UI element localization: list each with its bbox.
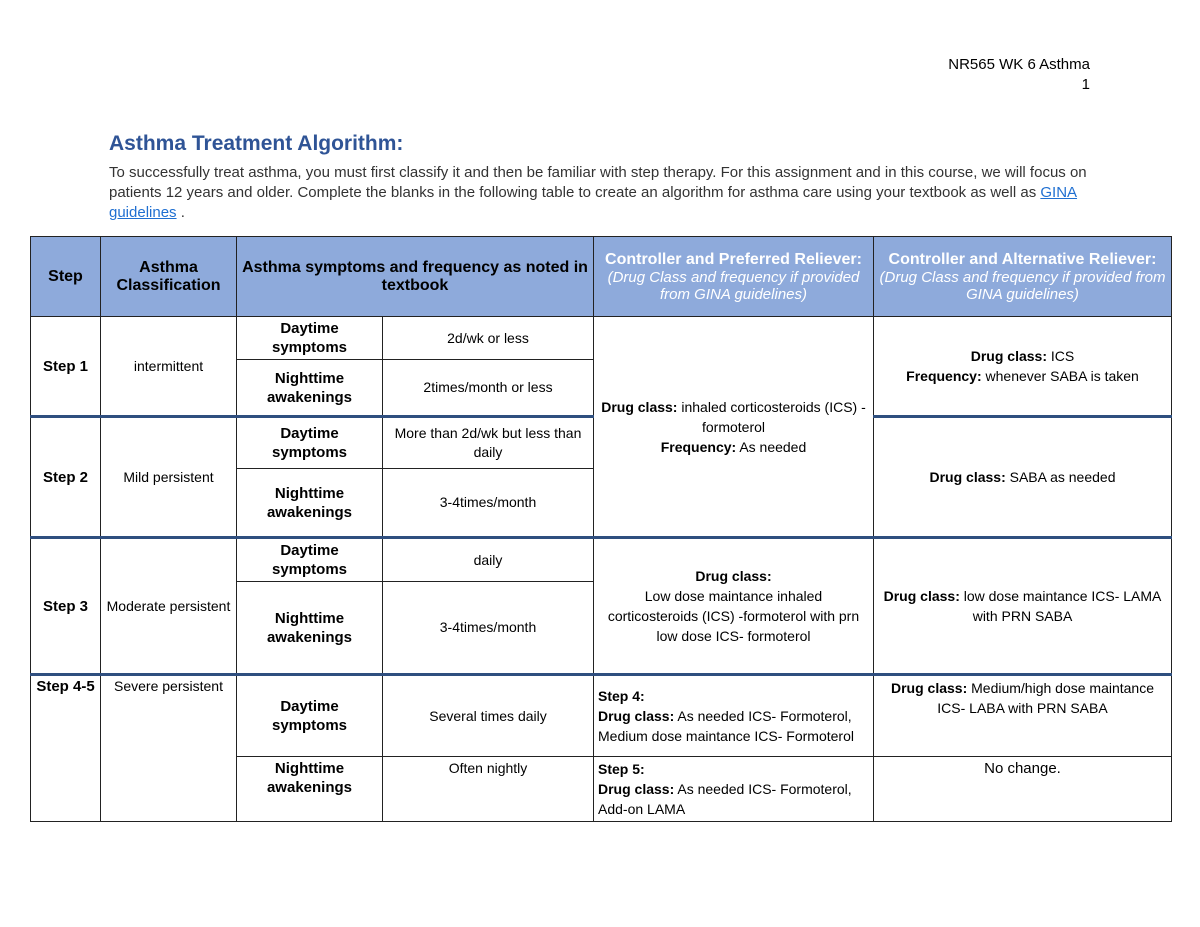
classification-cell: intermittent: [101, 317, 237, 417]
page-number: 1: [1081, 76, 1090, 93]
daytime-frequency: Several times daily: [383, 675, 594, 757]
table-row: [31, 317, 1172, 360]
nighttime-frequency: 3-4times/month: [383, 469, 594, 538]
step4-drug-cell: [594, 675, 874, 757]
drug-class-label: Drug class:: [598, 708, 675, 724]
alternative-drug: SABA as needed: [1009, 469, 1116, 485]
daytime-frequency: More than 2d/wk but less than daily: [383, 417, 594, 469]
col-header-symptoms: Asthma symptoms and frequency as noted in textbook: [237, 237, 594, 317]
nighttime-label: Nighttime awakenings: [237, 582, 383, 675]
step5-label: Step 5:: [598, 761, 645, 777]
alternative-drug: ICS: [1050, 348, 1075, 364]
drug-class-label: Drug class:: [890, 680, 968, 696]
step5-drug-cell: [594, 757, 874, 822]
alternative-drug-cell: [874, 417, 1172, 538]
nighttime-frequency: 2times/month or less: [383, 360, 594, 417]
step-cell: Step 3: [31, 538, 101, 675]
page-title: Asthma Treatment Algorithm:: [109, 132, 404, 155]
drug-class-label: Drug class:: [695, 568, 772, 584]
nighttime-label: Nighttime awakenings: [237, 360, 383, 417]
drug-class-label: Drug class:: [598, 781, 675, 797]
step-cell: Step 2: [31, 417, 101, 538]
alternative-drug: Medium/high dose maintance ICS- LABA with PRN SABA: [937, 680, 1155, 716]
drug-class-label: Drug class:: [883, 588, 960, 604]
classification-cell: Moderate persistent: [101, 538, 237, 675]
intro-suffix: .: [176, 204, 185, 221]
step4-drug: As needed ICS- Formoterol, Medium dose maintance ICS- Formoterol: [598, 708, 854, 744]
gina-guidelines-link[interactable]: GINA guidelines: [109, 184, 1078, 221]
nighttime-frequency: 3-4times/month: [383, 582, 594, 675]
drug-class-label: Drug class:: [601, 398, 678, 415]
table-header-row: [31, 237, 1172, 317]
daytime-label: Daytime symptoms: [237, 675, 383, 757]
preferred-title: Controller and Preferred Reliever:: [605, 250, 862, 268]
step4-label: Step 4:: [598, 688, 645, 704]
daytime-frequency: daily: [383, 538, 594, 582]
alternative-no-change: No change.: [874, 757, 1172, 822]
nighttime-label: Nighttime awakenings: [237, 757, 383, 822]
alternative-drug-cell: [874, 538, 1172, 675]
intro-text: To successfully treat asthma, you must first classify it and then be familiar with step therapy. For this assignment and in this course, we will focus on patients 12 years and older. Complete the blanks in the following table to create an algorithm for asthma care using your textbook as well as: [109, 164, 1087, 201]
preferred-subtitle: (Drug Class and frequency if provided from GINA guidelines): [607, 268, 860, 303]
classification-cell: Mild persistent: [101, 417, 237, 538]
preferred-drug-cell: [594, 317, 874, 538]
nighttime-label: Nighttime awakenings: [237, 469, 383, 538]
step-cell: Step 1: [31, 317, 101, 417]
alternative-drug-cell: [874, 317, 1172, 417]
daytime-label: Daytime symptoms: [237, 317, 383, 360]
frequency-label: Frequency:: [660, 438, 737, 455]
preferred-drug: inhaled corticosteroids (ICS) -formoterol: [681, 398, 866, 435]
asthma-algorithm-table: [30, 236, 1172, 822]
frequency-label: Frequency:: [906, 368, 982, 384]
classification-cell: Severe persistent: [101, 675, 237, 822]
col-header-step: Step: [31, 237, 101, 317]
alternative-frequency: whenever SABA is taken: [985, 368, 1139, 384]
table-row: [31, 675, 1172, 757]
alternative-drug: low dose maintance ICS- LAMA with PRN SABA: [963, 588, 1162, 624]
step-cell: Step 4-5: [31, 675, 101, 822]
step5-drug: As needed ICS- Formoterol, Add-on LAMA: [598, 781, 852, 817]
course-label: NR565 WK 6 Asthma: [948, 56, 1090, 73]
alternative-title: Controller and Alternative Reliever:: [888, 250, 1157, 268]
table-row: [31, 538, 1172, 582]
daytime-frequency: 2d/wk or less: [383, 317, 594, 360]
preferred-drug-cell: [594, 538, 874, 675]
drug-class-label: Drug class:: [970, 348, 1047, 364]
page-header: [948, 55, 1090, 95]
alternative-subtitle: (Drug Class and frequency if provided from GINA guidelines): [879, 268, 1166, 303]
col-header-classification: Asthma Classification: [101, 237, 237, 317]
col-header-preferred: [594, 237, 874, 317]
nighttime-frequency: Often nightly: [383, 757, 594, 822]
drug-class-label: Drug class:: [929, 469, 1006, 485]
intro-paragraph: [109, 163, 1099, 223]
preferred-drug: Low dose maintance inhaled corticosteroids (ICS) -formoterol with prn low dose ICS- formoterol: [607, 588, 860, 644]
daytime-label: Daytime symptoms: [237, 417, 383, 469]
preferred-frequency: As needed: [739, 438, 807, 455]
daytime-label: Daytime symptoms: [237, 538, 383, 582]
col-header-alternative: [874, 237, 1172, 317]
alternative-drug-cell: [874, 675, 1172, 757]
